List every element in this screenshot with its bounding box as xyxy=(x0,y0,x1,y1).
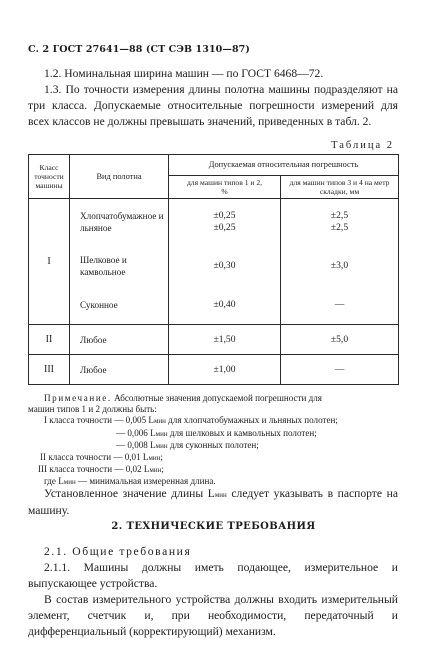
subscript: мин xyxy=(149,466,162,475)
header-type-34: для машин типов 3 и 4 на метр складки, мм xyxy=(281,176,399,199)
paragraph-measuring: В состав измерительного устройства должны входить измерительный элемент, счетчик и, при необходимости, передаточный и дифференциальный (корректирующий) механизм. xyxy=(28,593,398,638)
table-note: Примечание. Абсолютные значения допускаемой погрешности для машин типов 1 и 2 должны быть: I класса точности — 0,005 Lмин для хлопчатобумажных и льняных полотен; — 0,006 Lмин для шелковых и камвольных полотен; — 0,008 Lмин для суконных полотен; II класса точности — 0,01 Lмин; III класса точности — 0,02 Lмин; где Lмин — минимальная измеренная длина. xyxy=(28,393,400,489)
subscript: мин xyxy=(153,417,166,426)
note-line: для хлопчатобумажных и льняных полотен; xyxy=(165,415,338,426)
note-line: — 0,008 L xyxy=(116,439,156,450)
note-line: I класса точности — 0,005 L xyxy=(44,415,154,426)
subscript: мин xyxy=(155,429,168,438)
note-line: Абсолютные значения допускаемой погрешности для xyxy=(114,393,322,403)
note-line: — 0,006 L xyxy=(116,427,156,438)
subsection-2-1 xyxy=(28,544,398,560)
subscript: мин xyxy=(155,441,168,450)
table-row xyxy=(29,325,399,355)
subscript: мин xyxy=(63,478,76,487)
kind-cell: Шелковое и камвольное xyxy=(70,245,169,287)
note-line: для шелковых и камвольных полотен; xyxy=(167,427,317,438)
header-class: Класс точности машины xyxy=(29,155,70,199)
table-caption: Таблица 2 xyxy=(331,140,394,151)
note-line: — минимальная измеренная длина. xyxy=(75,476,216,487)
value-a-cell: ±1,00 xyxy=(169,355,281,385)
note-line: где L xyxy=(44,476,64,487)
note-line: для суконных полотен; xyxy=(167,439,259,450)
paragraph-text: Установленное значение длины L xyxy=(44,487,215,500)
value-a-cell: ±0,25 ±0,25 xyxy=(169,199,281,245)
note-line: III класса точности — 0,02 L xyxy=(38,464,150,475)
note-line: II класса точности — 0,01 L xyxy=(40,452,149,463)
value-a-cell: ±0,40 xyxy=(169,287,281,325)
section-title: 2. ТЕХНИЧЕСКИЕ ТРЕБОВАНИЯ xyxy=(111,521,316,532)
class-cell-I: I xyxy=(29,199,70,325)
table-row xyxy=(29,287,399,325)
table-row xyxy=(29,199,399,245)
paragraph-1-3: 1.3. По точности измерения длины полотна машины подразделяют на три класса. Допускаемые относительные погрешности измерений для всех классов не должны превышать значений, приведенных в табл. 2. xyxy=(28,83,398,128)
header-kind: Вид полотна xyxy=(70,155,169,199)
paragraph-passport xyxy=(28,486,398,519)
value-a-cell: ±1,50 xyxy=(169,325,281,355)
subsection-title: 2.1. Общие требования xyxy=(44,545,192,558)
paragraph-2-1-1: 2.1.1. Машины должны иметь подающее, измерительное и выпускающее устройства. xyxy=(28,561,398,590)
paragraph-1-2: 1.2. Номинальная ширина машин — по ГОСТ 6468—72. xyxy=(44,67,324,80)
kind-cell: Любое xyxy=(70,325,169,355)
note-title: Примечание. xyxy=(44,393,112,403)
kind-cell: Хлопчатобумажное и льняное xyxy=(70,199,169,245)
header-group: Допускаемая относительная погрешность xyxy=(169,155,399,176)
table-row xyxy=(29,355,399,385)
value-b-cell: ±3,0 xyxy=(281,245,399,287)
tolerance-table xyxy=(28,154,399,385)
class-cell-III: III xyxy=(29,355,70,385)
paragraph-text: следует указывать в паспорте на машину. xyxy=(28,487,398,517)
subscript: мин xyxy=(148,454,161,463)
class-cell-II: II xyxy=(29,325,70,355)
value-b-cell: ±5,0 xyxy=(281,325,399,355)
value-a-cell: ±0,30 xyxy=(169,245,281,287)
header-type-12: для машин типов 1 и 2, % xyxy=(169,176,281,199)
value-b-cell: — xyxy=(281,287,399,325)
table-row xyxy=(29,245,399,287)
value-b-cell: ±2,5 ±2,5 xyxy=(281,199,399,245)
kind-cell: Любое xyxy=(70,355,169,385)
page-header: С. 2 ГОСТ 27641—88 (СТ СЭВ 1310—87) xyxy=(28,44,250,55)
kind-cell: Суконное xyxy=(70,287,169,325)
subscript: мин xyxy=(214,491,227,499)
note-line: машин типов 1 и 2 должны быть: xyxy=(28,404,157,415)
value-b-cell: — xyxy=(281,355,399,385)
